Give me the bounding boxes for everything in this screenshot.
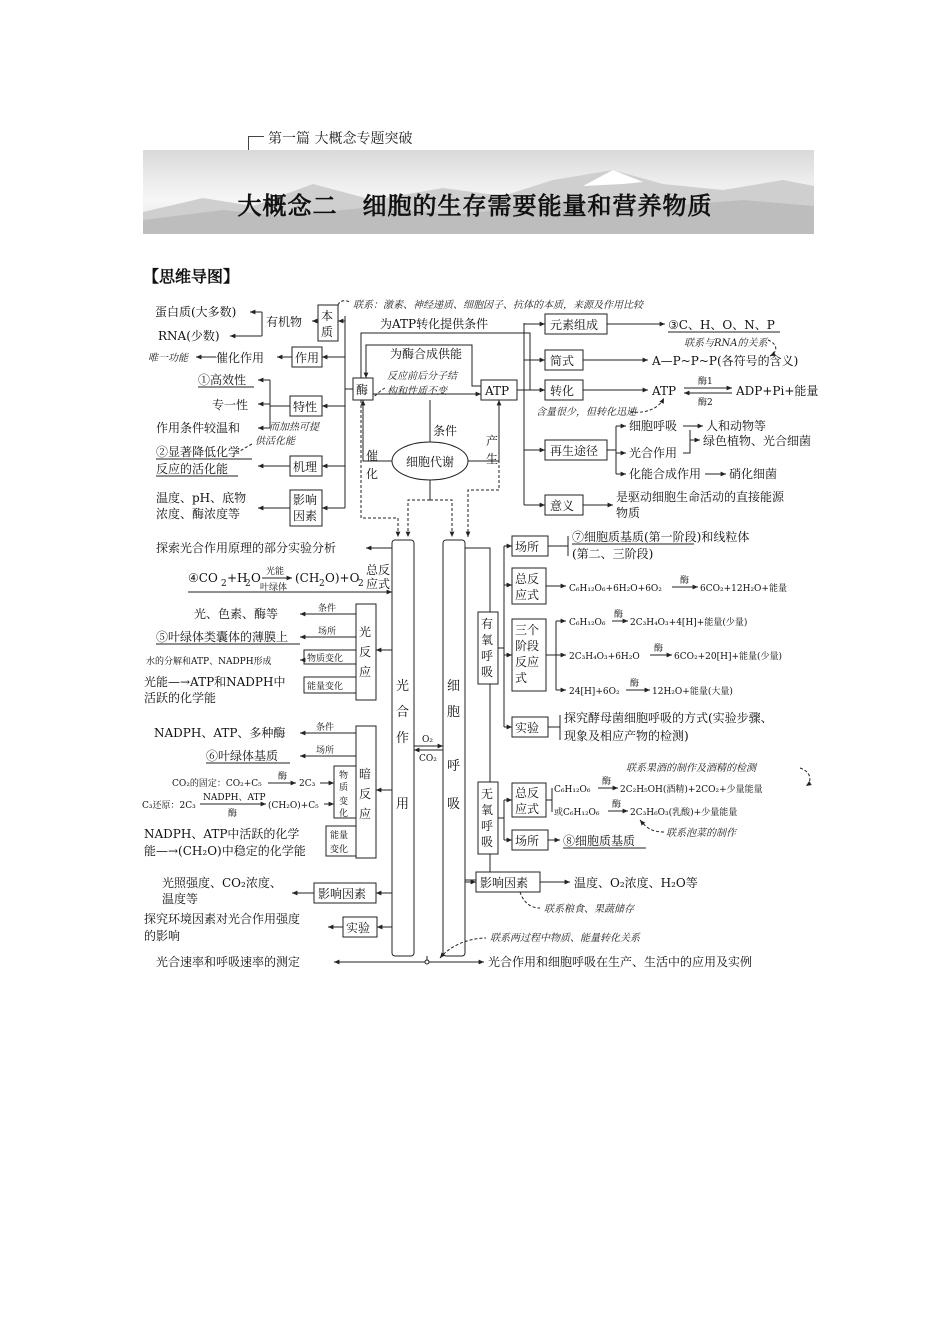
dr-matter-2: 质 bbox=[339, 783, 349, 793]
mechanism-value-2: 反应的活化能 bbox=[156, 462, 229, 476]
photo-factors-value-1: 光照强度、CO₂浓度、 bbox=[162, 876, 282, 890]
dr-reduce-b: (CH₂O)+C₅ bbox=[268, 801, 319, 811]
photo-total-eq-sub4: 2 bbox=[358, 579, 364, 589]
dark-rx-3: 应 bbox=[359, 807, 372, 821]
an-eq1-b: 2C₂H₅OH(酒精)+2CO₂+少量能量 bbox=[620, 785, 763, 795]
atp-top-label: 为ATP转化提供条件 bbox=[380, 317, 489, 331]
catalysis-2: 化 bbox=[366, 467, 379, 481]
bottom-node bbox=[425, 960, 429, 964]
benzhi-note-link bbox=[338, 301, 350, 305]
photo-factors-label: 影响因素 bbox=[318, 887, 367, 901]
lr-site-label: 场所 bbox=[318, 627, 337, 637]
photo-experiment-label: 实验 bbox=[346, 921, 371, 935]
an-total-label-1: 总反 bbox=[515, 786, 540, 800]
liangshi-note: 联系粮食、果蔬储存 bbox=[544, 904, 634, 915]
photo-total-eq-sub2: 2 bbox=[245, 579, 251, 589]
anaerobic-2: 氧 bbox=[481, 803, 494, 817]
anaerobic-bracket bbox=[498, 800, 504, 840]
metabolism-label: 细胞代谢 bbox=[406, 455, 455, 469]
aerobic-1: 有 bbox=[481, 617, 494, 631]
respiration-column bbox=[443, 540, 465, 956]
dr-cond-label: 条件 bbox=[316, 723, 335, 733]
dr-fix-enzyme: 酶 bbox=[278, 772, 288, 782]
dr-fix-b: 2C₃ bbox=[299, 779, 316, 789]
dr-energy-1: 能量 bbox=[330, 831, 349, 841]
o2-label: O₂ bbox=[422, 735, 433, 745]
an-eq2-enzyme: 酶 bbox=[612, 800, 622, 810]
site-value-2: (第二、三阶段) bbox=[572, 547, 654, 561]
photo-total-label-1: 总反 bbox=[366, 563, 391, 577]
photosynthesis-column bbox=[392, 540, 414, 956]
regen-bracket bbox=[607, 426, 616, 474]
resp-experiment-value-2: 现象及相应产物的检测) bbox=[564, 729, 689, 743]
meaning-value-2: 物质 bbox=[616, 506, 641, 520]
stage3-enzyme: 酶 bbox=[630, 679, 640, 689]
heat-note-2: 供活化能 bbox=[255, 436, 295, 447]
fanying-link bbox=[374, 388, 385, 396]
page-title: 大概念二 细胞的生存需要能量和营养物质 bbox=[237, 192, 713, 220]
stage1-a: C₆H₁₂O₆ bbox=[569, 618, 606, 628]
transform-enzyme-2: 酶2 bbox=[698, 398, 713, 408]
total-label-1: 总反 bbox=[515, 572, 540, 586]
dr-reduce-bot: 酶 bbox=[228, 809, 238, 819]
transform-label: 转化 bbox=[550, 384, 575, 398]
regen-b-arrow bbox=[683, 440, 700, 453]
stage1-enzyme: 酶 bbox=[614, 610, 624, 620]
photo-total-light: 光能 bbox=[266, 567, 285, 577]
composition-label: 元素组成 bbox=[550, 318, 599, 332]
an-site-value: ⑧细胞质基质 bbox=[563, 834, 636, 848]
dr-energy-value-1: NADPH、ATP中活跃的化学 bbox=[144, 827, 300, 841]
light-rx-2: 反 bbox=[359, 645, 372, 659]
anaerobic-1: 无 bbox=[481, 787, 494, 801]
dr-matter-3: 变 bbox=[339, 797, 349, 807]
function-label: 作用 bbox=[295, 351, 320, 365]
benzhi-label-1: 本 bbox=[321, 309, 334, 323]
aerobic-4: 吸 bbox=[481, 665, 494, 679]
regen-label: 再生途径 bbox=[550, 444, 599, 458]
dr-matter-1: 物 bbox=[339, 771, 349, 781]
produce-2: 生 bbox=[486, 452, 499, 466]
dr-energy-value-2: 能—→(CH₂O)中稳定的化学能 bbox=[144, 844, 306, 858]
enzyme-factors-value-2: 浓度、酶浓度等 bbox=[156, 507, 241, 521]
photo-char-3: 作 bbox=[396, 731, 410, 746]
mechanism-value-1: ②显著降低化学 bbox=[156, 445, 241, 459]
lr-energy-value-2: 活跃的化学能 bbox=[144, 691, 217, 705]
composition-value: ③C、H、O、N、P bbox=[668, 318, 775, 332]
resp-experiment-label: 实验 bbox=[515, 721, 540, 735]
total-eq-b: 6CO₂+12H₂O+能量 bbox=[700, 584, 787, 594]
section-label: 第一篇 大概念专题突破 bbox=[268, 131, 413, 147]
photo-char-4: 用 bbox=[396, 797, 410, 812]
photo-char-2: 合 bbox=[396, 705, 410, 720]
regen-target-b: 绿色植物、光合细菌 bbox=[703, 434, 812, 448]
photo-total-eq-3: O bbox=[251, 571, 261, 585]
aerobic-2: 氧 bbox=[481, 633, 494, 647]
site-value-1: ⑦细胞质基质(第一阶段)和线粒体 bbox=[572, 530, 750, 544]
transform-enzyme-1: 酶1 bbox=[698, 377, 713, 387]
lr-cond-label: 条件 bbox=[318, 604, 337, 614]
photo-total-eq-sub1: 2 bbox=[221, 579, 227, 589]
site-label: 场所 bbox=[515, 540, 540, 554]
dark-rx-2: 反 bbox=[359, 787, 372, 801]
enzyme-factors-label-1: 影响 bbox=[293, 493, 318, 507]
paocai-note: 联系泡菜的制作 bbox=[666, 828, 736, 839]
enzyme-factors-label-2: 因素 bbox=[293, 509, 318, 523]
benzhi-label-2: 质 bbox=[321, 325, 334, 339]
lr-site-value: ⑤叶绿体类囊体的薄膜上 bbox=[156, 630, 289, 644]
resp-char-2: 胞 bbox=[447, 705, 461, 720]
enzyme-label: 酶 bbox=[356, 383, 369, 397]
guojiu-note: 联系果酒的制作及酒精的检测 bbox=[626, 763, 756, 774]
anaerobic-4: 吸 bbox=[481, 835, 494, 849]
lr-cond-value: 光、色素、酶等 bbox=[194, 607, 279, 621]
three-bracket bbox=[546, 621, 556, 690]
dr-reduce-top: NADPH、ATP bbox=[203, 793, 266, 803]
dark-rx-1: 暗 bbox=[359, 767, 372, 781]
rna-note: 联系与RNA的关系 bbox=[684, 338, 768, 349]
photo-factors-value-2: 温度等 bbox=[162, 892, 199, 906]
an-eq2-a: 或C₆H₁₂O₆ bbox=[554, 808, 600, 818]
resp-char-1: 细 bbox=[447, 679, 461, 694]
function-value: 催化作用 bbox=[216, 351, 265, 365]
trait-1: ①高效性 bbox=[198, 373, 247, 387]
site-bracket bbox=[548, 536, 568, 556]
catalysis-1: 催 bbox=[366, 449, 379, 463]
transform-left: ATP bbox=[652, 384, 677, 398]
anaerobic-3: 呼 bbox=[481, 819, 494, 833]
mechanism-label: 机理 bbox=[293, 460, 318, 474]
photo-char-1: 光 bbox=[396, 679, 410, 694]
lr-matter-value: 水的分解和ATP、NADPH形成 bbox=[146, 657, 272, 667]
meaning-label: 意义 bbox=[550, 499, 575, 513]
mind-map-title: 【思维导图】 bbox=[143, 267, 240, 286]
photo-measure: 光合速率和呼吸速率的测定 bbox=[156, 955, 301, 969]
resp-application: 光合作用和细胞呼吸在生产、生活中的应用及实例 bbox=[488, 955, 753, 969]
three-2: 阶段 bbox=[515, 639, 540, 653]
an-eq1-a: C₆H₁₂O₆ bbox=[554, 785, 591, 795]
organic-bracket bbox=[252, 312, 262, 336]
total-eq-a: C₆H₁₂O₆+6H₂O+6O₂ bbox=[569, 584, 662, 594]
stage2-enzyme: 酶 bbox=[654, 644, 664, 654]
wuzhi-note: 联系两过程中物质、能量转化关系 bbox=[490, 933, 640, 944]
three-4: 式 bbox=[515, 671, 528, 685]
co2-label: CO₂ bbox=[419, 754, 437, 764]
photo-total-eq-sub3: 2 bbox=[319, 579, 325, 589]
hanliang-note: 含量很少，但转化迅速 bbox=[536, 407, 636, 418]
an-site-label: 场所 bbox=[515, 834, 540, 848]
aerobic-3: 呼 bbox=[481, 649, 494, 663]
stage3-b: 12H₂O+能量(大量) bbox=[652, 687, 733, 697]
regen-item-2: 光合作用 bbox=[629, 446, 678, 460]
an-eq2-b: 2C₃H₆O₃(乳酸)+少量能量 bbox=[630, 808, 738, 818]
atp-dash-down bbox=[468, 400, 499, 537]
condition-label: 条件 bbox=[433, 424, 458, 438]
resp-char-3: 呼 bbox=[447, 759, 461, 774]
an-eq1-enzyme: 酶 bbox=[602, 777, 612, 787]
photo-experiment-value-2: 的影响 bbox=[144, 929, 181, 943]
dr-fix-a: CO₂的固定：CO₂+C₅ bbox=[172, 779, 262, 789]
liangshi-link bbox=[520, 892, 540, 908]
heat-note-1: 而加热可提 bbox=[269, 422, 319, 433]
dr-energy-2: 变化 bbox=[330, 845, 349, 855]
paocai-link bbox=[640, 820, 664, 832]
resp-experiment-value-1: 探究酵母菌细胞呼吸的方式(实验步骤、 bbox=[564, 711, 773, 725]
resp-factors-value: 温度、O₂浓度、H₂O等 bbox=[574, 876, 698, 890]
protein-label: 蛋白质(大多数) bbox=[155, 305, 237, 319]
regen-target-a: 人和动物等 bbox=[706, 419, 767, 433]
organic-label: 有机物 bbox=[266, 315, 303, 329]
regen-item-1: 细胞呼吸 bbox=[629, 419, 678, 433]
stage1-b: 2C₃H₄O₃+4[H]+能量(少量) bbox=[630, 618, 748, 628]
formula-value: A—P~P~P(各符号的含义) bbox=[652, 354, 799, 368]
photo-experiment-value-1: 探究环境因素对光合作用强度 bbox=[144, 912, 301, 926]
aerobic-bracket bbox=[498, 546, 504, 727]
rna-label: RNA(少数) bbox=[158, 329, 220, 343]
transform-right: ADP+Pi+能量 bbox=[736, 384, 819, 398]
lr-energy-label: 能量变化 bbox=[307, 682, 344, 692]
formula-label: 简式 bbox=[550, 354, 575, 368]
dr-site-value: ⑥叶绿体基质 bbox=[206, 749, 279, 763]
atp-label: ATP bbox=[485, 384, 510, 398]
photo-explore: 探索光合作用原理的部分实验分析 bbox=[156, 541, 337, 555]
enzyme-factors-value-1: 温度、pH、底物 bbox=[156, 491, 247, 505]
dr-site-label: 场所 bbox=[316, 746, 335, 756]
an-total-label-2: 应式 bbox=[515, 802, 540, 816]
traits-bracket bbox=[270, 380, 290, 428]
produce-1: 产 bbox=[486, 434, 499, 448]
trait-2: 专一性 bbox=[212, 398, 249, 412]
traits-label: 特性 bbox=[293, 400, 318, 414]
stage2-a: 2C₃H₄O₃+6H₂O bbox=[569, 652, 640, 662]
dr-reduce-a: C₃还原：2C₃ bbox=[142, 801, 196, 811]
photo-total-chloro: 叶绿体 bbox=[260, 583, 288, 593]
an-total-bracket bbox=[546, 788, 552, 812]
center-dash-left bbox=[408, 500, 430, 537]
stage3-a: 24[H]+6O₂ bbox=[569, 687, 620, 697]
center-dash-right bbox=[430, 500, 452, 537]
photo-total-eq-5: O)+O bbox=[325, 571, 360, 585]
benzhi-note: 联系：激素、神经递质、细胞因子、抗体的本质，来源及作用比较 bbox=[353, 300, 643, 311]
supply-label: 为酶合成供能 bbox=[390, 347, 463, 361]
photo-total-eq-1: ④CO bbox=[188, 571, 218, 585]
photo-total-eq-4: (CH bbox=[295, 571, 320, 585]
light-rx-3: 应 bbox=[359, 665, 372, 679]
total-enzyme: 酶 bbox=[680, 576, 690, 586]
resp-char-4: 吸 bbox=[447, 797, 461, 812]
three-1: 三个 bbox=[515, 623, 540, 637]
lr-energy-value-1: 光能—→ATP和NADPH中 bbox=[144, 675, 286, 689]
meaning-value-1: 是驱动细胞生命活动的直接能源 bbox=[616, 490, 785, 504]
photo-total-label-2: 应式 bbox=[366, 577, 391, 591]
guojiu-link bbox=[800, 768, 810, 786]
resp-factors-label: 影响因素 bbox=[480, 876, 529, 890]
photo-total-eq-2: +H bbox=[227, 571, 248, 585]
dr-cond-value: NADPH、ATP、多种酶 bbox=[154, 726, 286, 740]
lr-matter-label: 物质变化 bbox=[307, 654, 344, 664]
total-label-2: 应式 bbox=[515, 588, 540, 602]
stage2-b: 6CO₂+20[H]+能量(少量) bbox=[674, 652, 783, 662]
fanying-note-1: 反应前后分子结 bbox=[387, 371, 457, 382]
regen-target-c: 硝化细菌 bbox=[729, 467, 778, 481]
three-3: 反应 bbox=[515, 655, 540, 669]
regen-item-3: 化能合成作用 bbox=[629, 467, 702, 481]
trait-3: 作用条件较温和 bbox=[156, 421, 241, 435]
weiyi-note: 唯一功能 bbox=[148, 353, 188, 364]
fanying-note-2: 构和性质不变 bbox=[387, 386, 447, 397]
light-rx-1: 光 bbox=[359, 625, 372, 639]
resp-experiment-bracket bbox=[548, 715, 560, 740]
dr-matter-4: 化 bbox=[339, 809, 349, 819]
